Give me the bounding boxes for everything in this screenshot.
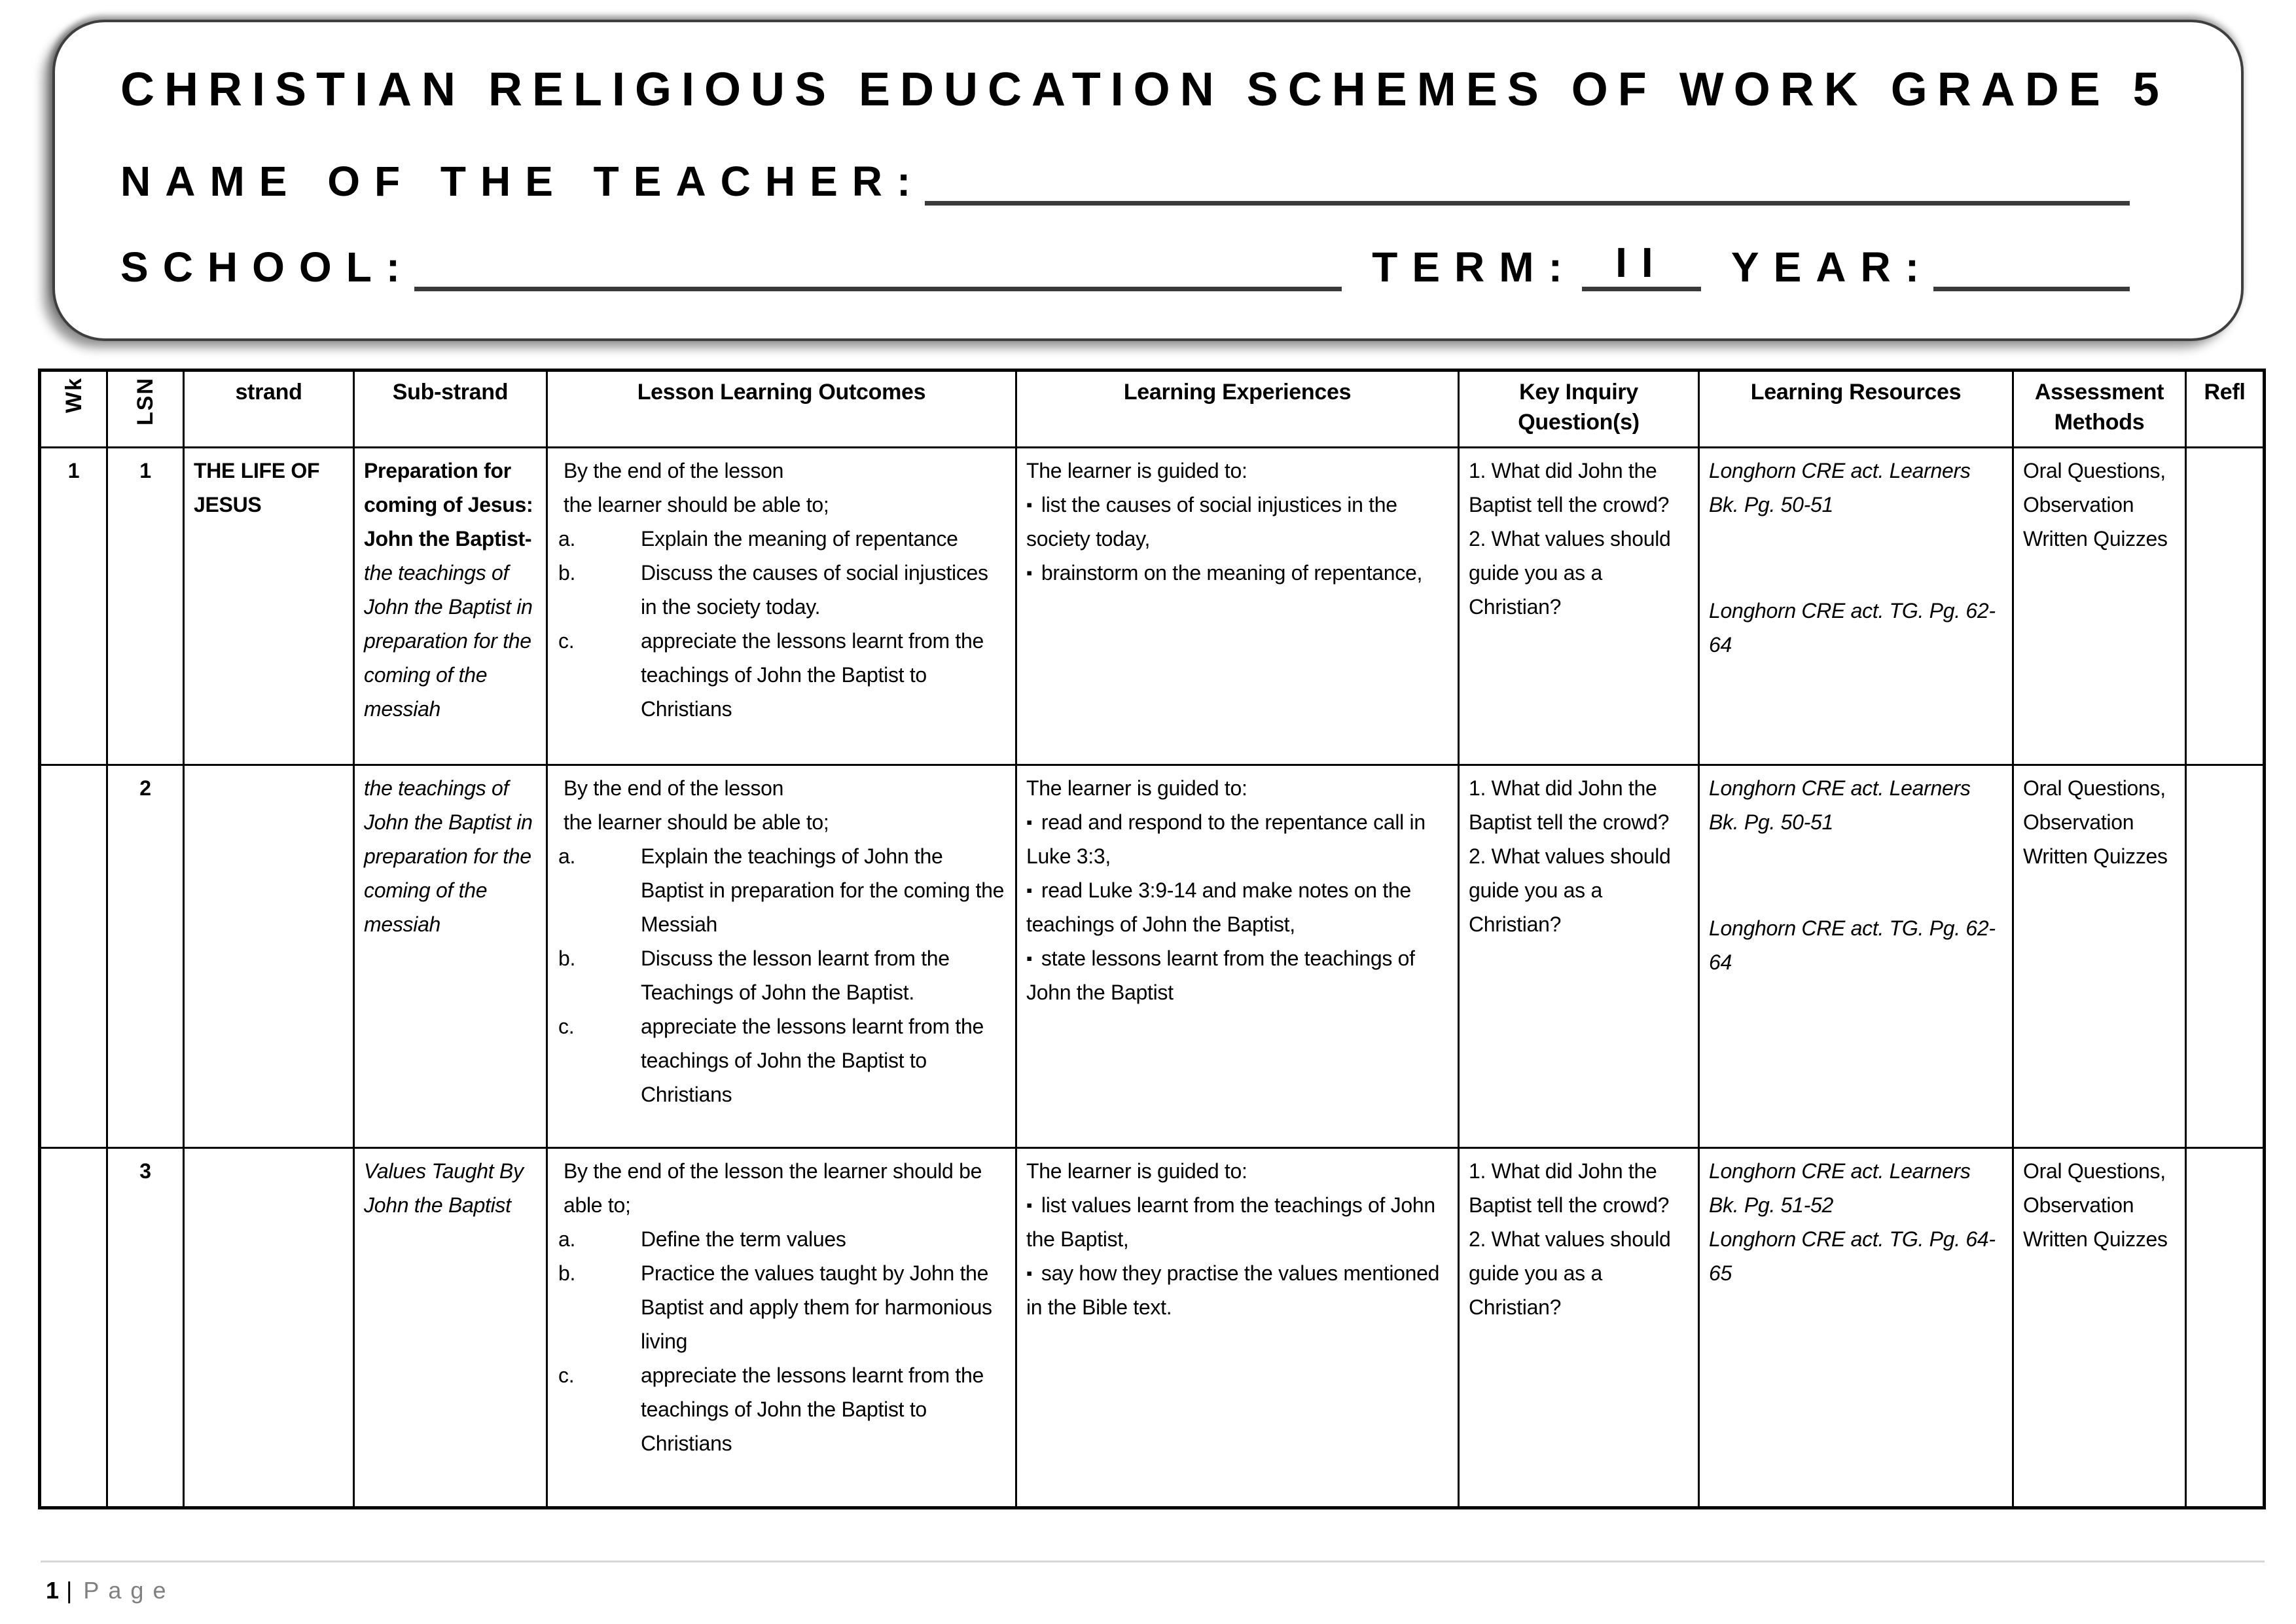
term-label: TERM: — [1372, 244, 1577, 291]
footer-separator: | — [66, 1577, 73, 1604]
substrand-subtitle: the teachings of John the Baptist in preparation for the coming of the messiah — [364, 776, 533, 936]
resource-item: Longhorn CRE act. TG. Pg. 62-64 — [1709, 599, 1996, 657]
key-inquiry-question: 2. What values should guide you as a Christian? — [1469, 844, 1671, 936]
column-header-key-inquiry: Key Inquiry Question(s) — [1459, 370, 1699, 448]
refl-cell — [2186, 1148, 2265, 1508]
outcome-item — [557, 1256, 1006, 1358]
outcome-label: b. — [558, 561, 576, 585]
bullet-icon: ▪ — [1026, 812, 1032, 832]
key-inquiry-question: 1. What did John the Baptist tell the crowd? — [1469, 776, 1670, 834]
key-inquiry-cell — [1459, 765, 1699, 1148]
wk-cell — [40, 765, 107, 1148]
assessment-cell: Oral Questions, Observation Written Quizzes — [2013, 765, 2186, 1148]
outcome-label: a. — [558, 527, 576, 550]
strand-text: THE LIFE OF JESUS — [194, 459, 320, 516]
outcome-label: a. — [558, 1227, 576, 1251]
column-header-lsn: LSN — [107, 370, 184, 448]
outcome-text: appreciate the lessons learnt from the teachings of John the Baptist to Christians — [641, 1363, 984, 1455]
outcome-text: Define the term values — [641, 1227, 846, 1251]
key-inquiry-cell — [1459, 1148, 1699, 1508]
experiences-cell — [1016, 1148, 1459, 1508]
outcomes-intro: By the end of the lesson the learner should be able to; — [564, 1159, 982, 1217]
bullet-icon: ▪ — [1026, 495, 1032, 514]
refl-cell — [2186, 765, 2265, 1148]
column-header-refl: Refl — [2186, 370, 2265, 448]
school-label: SCHOOL: — [120, 244, 415, 291]
experience-item — [1026, 873, 1448, 941]
teacher-name-line — [120, 157, 2130, 206]
page-word: Page — [83, 1577, 175, 1604]
assessment-cell: Oral Questions, Observation Written Quizzes — [2013, 448, 2186, 765]
substrand-title: Preparation for coming of Jesus: John the Baptist- — [364, 459, 533, 550]
substrand-subtitle: Values Taught By John the Baptist — [364, 1159, 524, 1217]
substrand-subtitle: the teachings of John the Baptist in preparation for the coming of the messiah — [364, 561, 533, 721]
outcome-text: Explain the meaning of repentance — [641, 527, 958, 550]
outcome-text: Discuss the causes of social injustices in the society today. — [641, 561, 988, 619]
outcomes-cell — [547, 448, 1016, 765]
column-header-strand: strand — [184, 370, 354, 448]
outcomes-intro: the learner should be able to; — [564, 810, 829, 834]
outcome-item — [557, 839, 1006, 941]
outcome-text: Practice the values taught by John the Baptist and apply them for harmonious living — [641, 1261, 992, 1353]
lsn-cell: 3 — [107, 1148, 184, 1508]
outcome-label: c. — [558, 1015, 575, 1038]
outcomes-intro: By the end of the lesson — [564, 459, 784, 482]
outcome-text: appreciate the lessons learnt from the teachings of John the Baptist to Christians — [641, 629, 984, 721]
column-header-experiences: Learning Experiences — [1016, 370, 1459, 448]
outcome-item — [557, 522, 1006, 556]
experiences-intro: The learner is guided to: — [1026, 1159, 1247, 1183]
experience-text: list the causes of social injustices in the society today, — [1026, 493, 1397, 550]
resource-item: Longhorn CRE act. TG. Pg. 64-65 — [1709, 1227, 1996, 1285]
column-header-substrand: Sub-strand — [354, 370, 547, 448]
outcomes-intro: the learner should be able to; — [564, 493, 829, 516]
teacher-name-blank-underline — [925, 201, 2130, 206]
resource-item: Longhorn CRE act. Learners Bk. Pg. 50-51 — [1709, 776, 1971, 834]
experiences-intro: The learner is guided to: — [1026, 776, 1247, 800]
bullet-icon: ▪ — [1026, 1263, 1032, 1283]
substrand-cell — [354, 448, 547, 765]
key-inquiry-question: 2. What values should guide you as a Christian? — [1469, 527, 1671, 619]
outcome-item — [557, 624, 1006, 726]
key-inquiry-cell — [1459, 448, 1699, 765]
experience-text: read Luke 3:9-14 and make notes on the teachings of John the Baptist, — [1026, 878, 1411, 936]
experiences-intro: The learner is guided to: — [1026, 459, 1247, 482]
outcome-item — [557, 1358, 1006, 1460]
resources-cell — [1699, 765, 2013, 1148]
outcome-label: c. — [558, 629, 575, 653]
document-title: CHRISTIAN RELIGIOUS EDUCATION SCHEMES OF WORK GRADE 5 — [120, 63, 2169, 116]
outcome-text: Discuss the lesson learnt from the Teachings of John the Baptist. — [641, 947, 950, 1004]
key-inquiry-question: 1. What did John the Baptist tell the crowd? — [1469, 459, 1670, 516]
outcome-label: c. — [558, 1363, 575, 1387]
scheme-of-work-table — [38, 369, 2266, 1509]
lsn-cell: 1 — [107, 448, 184, 765]
experience-text: list values learnt from the teachings of John the Baptist, — [1026, 1193, 1435, 1251]
year-blank-underline — [1933, 287, 2130, 291]
resource-item: Longhorn CRE act. Learners Bk. Pg. 50-51 — [1709, 459, 1971, 516]
outcome-label: a. — [558, 844, 576, 868]
column-header-wk: Wk — [40, 370, 107, 448]
substrand-cell — [354, 1148, 547, 1508]
lsn-cell: 2 — [107, 765, 184, 1148]
experiences-cell — [1016, 765, 1459, 1148]
outcome-item — [557, 941, 1006, 1009]
school-term-year-line — [120, 238, 2130, 291]
teacher-name-label: NAME OF THE TEACHER: — [120, 158, 925, 205]
strand-cell — [184, 765, 354, 1148]
experience-text: say how they practise the values mentioned in the Bible text. — [1026, 1261, 1440, 1319]
outcome-item — [557, 1009, 1006, 1111]
bullet-icon: ▪ — [1026, 1195, 1032, 1215]
experience-item — [1026, 805, 1448, 873]
outcome-label: b. — [558, 1261, 576, 1285]
wk-cell — [40, 1148, 107, 1508]
refl-cell — [2186, 448, 2265, 765]
outcome-item — [557, 1222, 1006, 1256]
footer-divider — [41, 1561, 2265, 1562]
substrand-cell — [354, 765, 547, 1148]
wk-cell: 1 — [40, 448, 107, 765]
experiences-cell — [1016, 448, 1459, 765]
experience-text: brainstorm on the meaning of repentance, — [1041, 561, 1423, 585]
experience-item — [1026, 941, 1448, 1009]
school-blank-underline — [414, 287, 1342, 291]
table-row — [40, 1148, 2265, 1508]
experience-item — [1026, 1188, 1448, 1256]
table-row — [40, 765, 2265, 1148]
page-number: 1 — [46, 1577, 60, 1604]
header-box — [52, 20, 2244, 341]
strand-cell — [184, 1148, 354, 1508]
outcome-item — [557, 556, 1006, 624]
assessment-cell: Oral Questions, Observation Written Quizzes — [2013, 1148, 2186, 1508]
outcome-text: appreciate the lessons learnt from the teachings of John the Baptist to Christians — [641, 1015, 984, 1106]
key-inquiry-question: 1. What did John the Baptist tell the crowd? — [1469, 1159, 1670, 1217]
table-row — [40, 448, 2265, 765]
term-value: II — [1582, 238, 1701, 291]
experience-item — [1026, 1256, 1448, 1324]
bullet-icon: ▪ — [1026, 563, 1032, 583]
resources-cell — [1699, 1148, 2013, 1508]
outcomes-cell — [547, 765, 1016, 1148]
experience-text: state lessons learnt from the teachings of John the Baptist — [1026, 947, 1415, 1004]
experience-item — [1026, 488, 1448, 556]
experience-item — [1026, 556, 1448, 590]
outcome-text: Explain the teachings of John the Baptist in preparation for the coming the Messiah — [641, 844, 1005, 936]
resource-item: Longhorn CRE act. Learners Bk. Pg. 51-52 — [1709, 1159, 1971, 1217]
page-footer — [46, 1577, 2296, 1604]
resources-cell — [1699, 448, 2013, 765]
resource-item: Longhorn CRE act. TG. Pg. 62-64 — [1709, 916, 1996, 974]
bullet-icon: ▪ — [1026, 880, 1032, 900]
column-header-resources: Learning Resources — [1699, 370, 2013, 448]
experience-text: read and respond to the repentance call in Luke 3:3, — [1026, 810, 1426, 868]
strand-cell — [184, 448, 354, 765]
outcomes-cell — [547, 1148, 1016, 1508]
year-label: YEAR: — [1731, 244, 1933, 291]
column-header-outcomes: Lesson Learning Outcomes — [547, 370, 1016, 448]
bullet-icon: ▪ — [1026, 948, 1032, 968]
outcomes-intro: By the end of the lesson — [564, 776, 784, 800]
key-inquiry-question: 2. What values should guide you as a Christian? — [1469, 1227, 1671, 1319]
outcome-label: b. — [558, 947, 576, 970]
column-header-assessment: Assessment Methods — [2013, 370, 2186, 448]
table-header-row — [40, 370, 2265, 448]
